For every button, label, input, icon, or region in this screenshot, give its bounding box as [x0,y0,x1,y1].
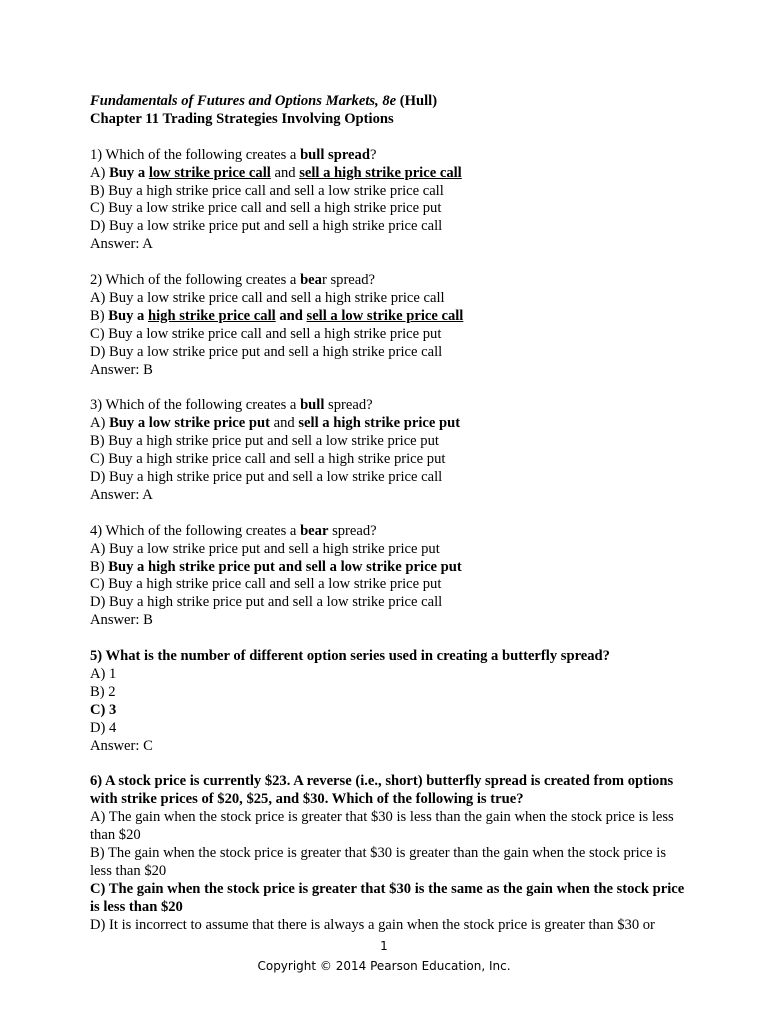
page-number: 1 [380,939,388,953]
question-5-stem: 5) What is the number of different option series used in creating a butterfly spread? [90,648,610,665]
question-1-answer: Answer: A [90,236,153,253]
question-5-option-c: C) 3 [90,701,117,718]
question-3-option-d: D) Buy a high strike price put and sell a low strike price call [90,468,443,485]
chapter-title: Chapter 11 Trading Strategies Involving Options [90,110,394,127]
question-4-option-b: B) Buy a high strike price put and sell a low strike price put [90,558,462,575]
book-title: Fundamentals of Futures and Options Markets, 8e [90,93,397,109]
question-2-option-b: B) Buy a high strike price call and sell a low strike price call [90,307,464,324]
question-6-option-a: A) The gain when the stock price is greater that $30 is less than the gain when the stock price is less than $20 [90,809,674,844]
question-1-option-b: B) Buy a high strike price call and sell a low strike price call [90,182,444,199]
question-4-answer: Answer: B [90,612,153,629]
question-1-option-d: D) Buy a low strike price put and sell a high strike price call [90,218,443,235]
question-3-option-b: B) Buy a high strike price put and sell a low strike price put [90,433,439,450]
question-5-option-b: B) 2 [90,683,116,700]
question-3-option-a: A) Buy a low strike price put and sell a high strike price put [90,415,461,432]
question-2-option-d: D) Buy a low strike price put and sell a high strike price call [90,343,443,360]
question-5-option-d: D) 4 [90,719,117,736]
question-2-stem: 2) Which of the following creates a bear spread? [90,272,376,289]
question-3-option-c: C) Buy a high strike price call and sell a high strike price put [90,451,446,468]
question-2-option-c: C) Buy a low strike price call and sell a high strike price put [90,325,442,342]
question-6-stem: 6) A stock price is currently $23. A reverse (i.e., short) butterfly spread is created from options with strike prices of $20, $25, and $30. Which of the following is true? [90,773,674,808]
question-4-stem: 4) Which of the following creates a bear spread? [90,522,377,539]
book-title-line [90,93,690,111]
question-1-stem: 1) Which of the following creates a bull spread? [90,146,377,163]
question-5-answer: Answer: C [90,737,153,754]
question-1-option-c: C) Buy a low strike price call and sell a high strike price put [90,200,442,217]
question-1-option-a: A) Buy a low strike price call and sell a high strike price call [90,164,462,181]
question-4-option-a: A) Buy a low strike price put and sell a high strike price put [90,540,440,557]
question-5-option-a: A) 1 [90,665,117,682]
question-3-stem: 3) Which of the following creates a bull spread? [90,397,373,414]
document-body [90,93,690,935]
question-4-option-c: C) Buy a high strike price call and sell a low strike price put [90,576,442,593]
question-2-answer: Answer: B [90,361,153,378]
question-6-option-d: D) It is incorrect to assume that there is always a gain when the stock price is greater than $30 or [90,916,655,933]
copyright-notice: Copyright © 2014 Pearson Education, Inc. [257,959,511,973]
question-3-answer: Answer: A [90,486,153,503]
question-4-option-d: D) Buy a high strike price put and sell a low strike price call [90,594,443,611]
question-6-option-c: C) The gain when the stock price is greater that $30 is the same as the gain when the stock price is less than $20 [90,880,685,915]
book-author: (Hull) [399,93,438,109]
question-6-option-b: B) The gain when the stock price is greater that $30 is greater than the gain when the stock price is less than $20 [90,844,666,879]
question-2-option-a: A) Buy a low strike price call and sell a high strike price call [90,289,445,306]
